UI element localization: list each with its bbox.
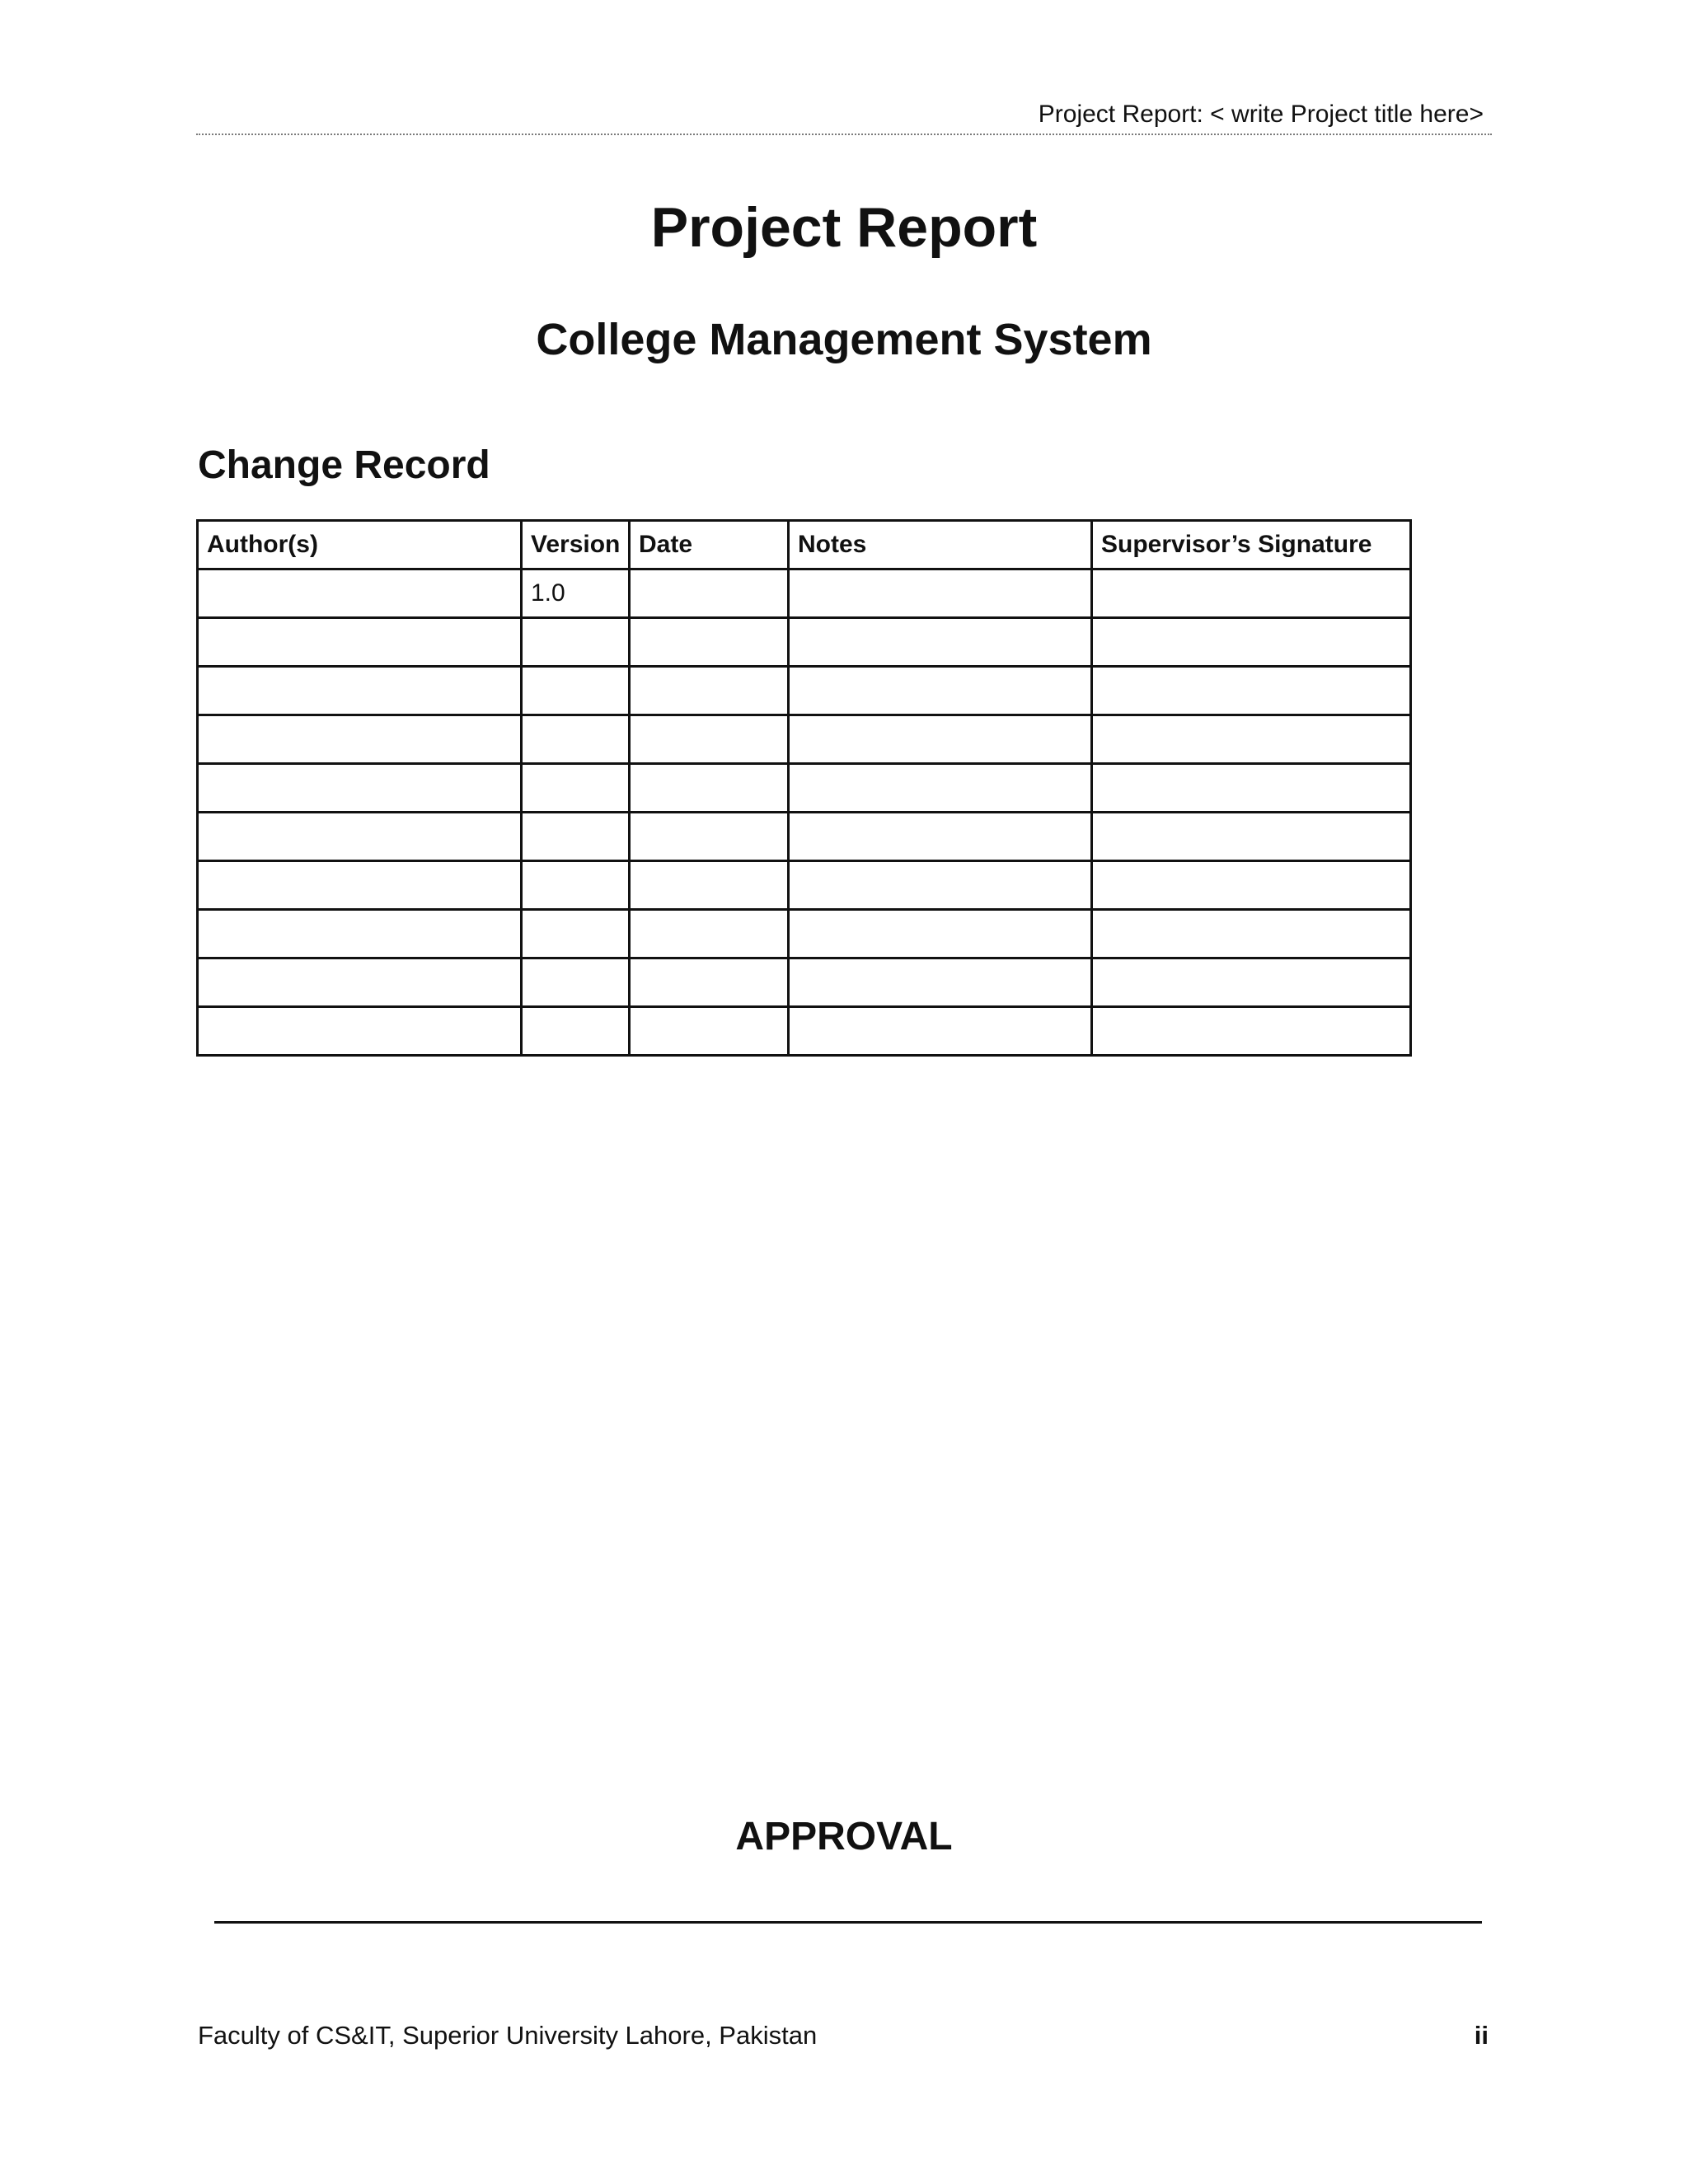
- table-cell: [198, 715, 522, 764]
- table-cell: [789, 764, 1092, 813]
- table-cell: [522, 958, 630, 1007]
- table-row: [198, 618, 1411, 667]
- table-cell: [789, 618, 1092, 667]
- table-cell: [630, 861, 789, 910]
- table-cell: [630, 667, 789, 715]
- table-cell: 1.0: [522, 569, 630, 618]
- table-cell: [630, 910, 789, 958]
- column-header-notes: Notes: [789, 521, 1092, 569]
- table-row: [198, 667, 1411, 715]
- table-cell: [1092, 1007, 1411, 1056]
- change-record-heading: Change Record: [198, 443, 490, 487]
- report-title: Project Report: [650, 196, 1038, 259]
- page-footer: [198, 2019, 1492, 2052]
- table-cell: [789, 910, 1092, 958]
- table-cell: [198, 813, 522, 861]
- table-cell: [522, 667, 630, 715]
- table-cell: [630, 813, 789, 861]
- table-cell: [789, 569, 1092, 618]
- table-cell: [1092, 958, 1411, 1007]
- table-cell: [198, 667, 522, 715]
- table-cell: [789, 861, 1092, 910]
- table-cell: [1092, 813, 1411, 861]
- table-cell: [198, 764, 522, 813]
- table-cell: [198, 910, 522, 958]
- table-cell: [630, 618, 789, 667]
- table-row: [198, 569, 1411, 618]
- table-cell: [1092, 861, 1411, 910]
- table-cell: [789, 813, 1092, 861]
- page-number: ii: [1474, 2021, 1489, 2050]
- table-cell: [630, 1007, 789, 1056]
- project-subtitle: College Management System: [536, 315, 1152, 364]
- table-row: [198, 813, 1411, 861]
- table-cell: [1092, 764, 1411, 813]
- running-header: [196, 97, 1492, 135]
- table-cell: [198, 618, 522, 667]
- running-header-title: Project Report: < write Project title here>: [1038, 101, 1484, 128]
- table-cell: [1092, 715, 1411, 764]
- column-header-date: Date: [630, 521, 789, 569]
- table-row: [198, 1007, 1411, 1056]
- table-cell: [522, 861, 630, 910]
- column-header-supervisor-signature: Supervisor’s Signature: [1092, 521, 1411, 569]
- table-cell: [789, 1007, 1092, 1056]
- table-header-row: [198, 521, 1411, 569]
- table-cell: [1092, 618, 1411, 667]
- table-cell: [522, 618, 630, 667]
- table-cell: [1092, 569, 1411, 618]
- column-header-authors: Author(s): [198, 521, 522, 569]
- table-row: [198, 764, 1411, 813]
- table-cell: [198, 958, 522, 1007]
- table-cell: [630, 569, 789, 618]
- table-cell: [522, 1007, 630, 1056]
- footer-institution-text: Faculty of CS&IT, Superior University Lahore, Pakistan: [198, 2021, 818, 2050]
- column-header-version: Version: [522, 521, 630, 569]
- table-cell: [1092, 910, 1411, 958]
- change-record-table: [196, 519, 1412, 1057]
- table-cell: [198, 1007, 522, 1056]
- table-cell: [198, 861, 522, 910]
- table-row: [198, 861, 1411, 910]
- table-cell: [630, 958, 789, 1007]
- table-cell: [522, 764, 630, 813]
- table-cell: [522, 715, 630, 764]
- table-row: [198, 958, 1411, 1007]
- table-cell: [630, 715, 789, 764]
- table-row: [198, 715, 1411, 764]
- table-cell: [522, 910, 630, 958]
- approval-heading: APPROVAL: [735, 1815, 953, 1858]
- table-row: [198, 910, 1411, 958]
- table-cell: [630, 764, 789, 813]
- table-cell: [198, 569, 522, 618]
- table-cell: [789, 958, 1092, 1007]
- approval-signature-line: [214, 1921, 1482, 1924]
- table-cell: [1092, 667, 1411, 715]
- table-cell: [789, 715, 1092, 764]
- table-cell: [789, 667, 1092, 715]
- table-cell: [522, 813, 630, 861]
